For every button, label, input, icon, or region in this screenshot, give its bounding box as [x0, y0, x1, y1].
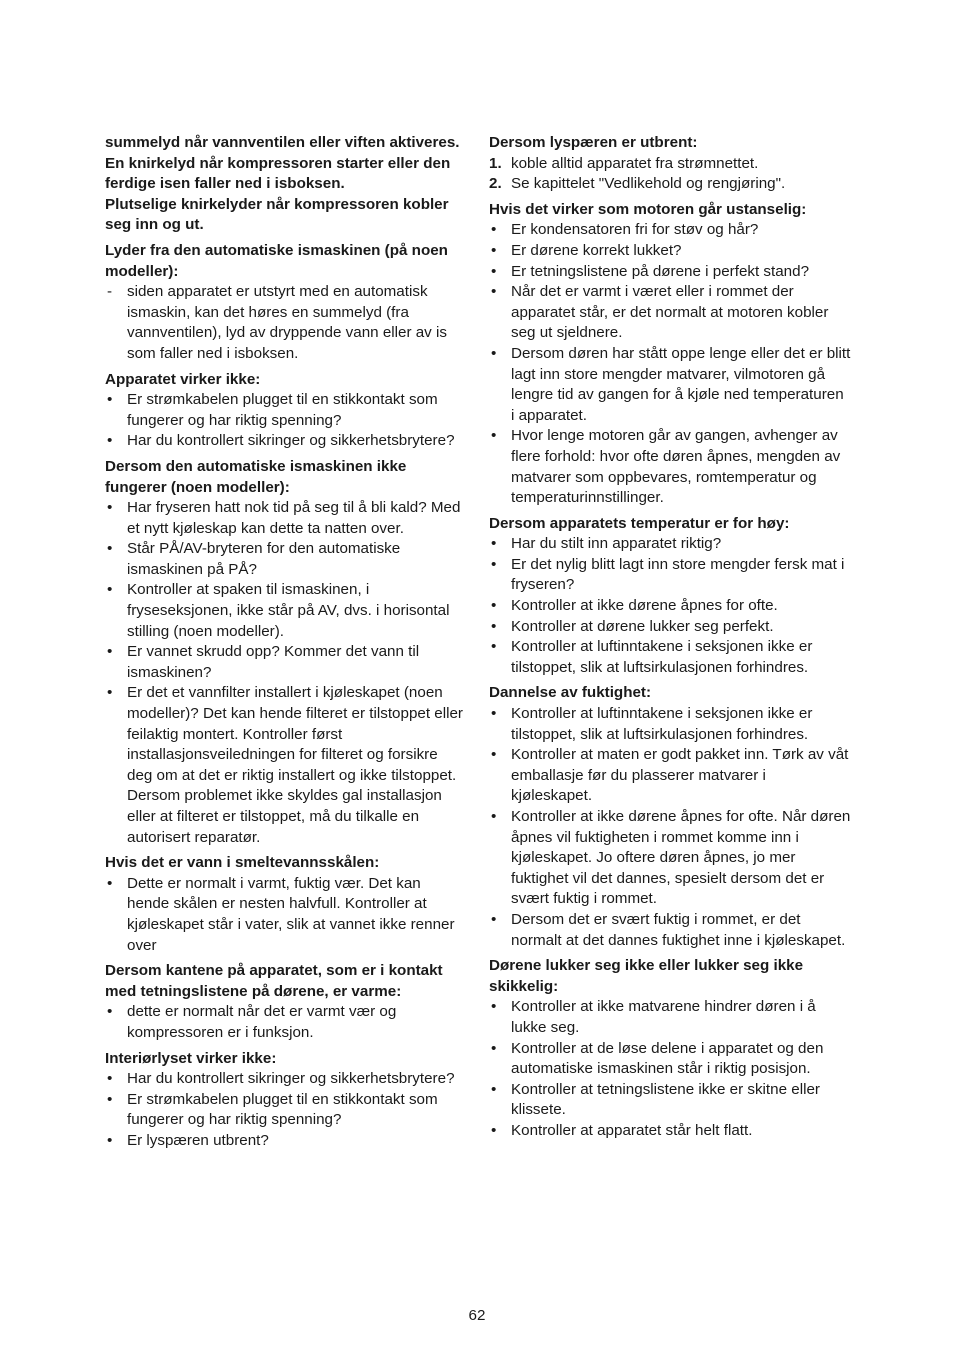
section	[489, 514, 851, 679]
bullet-marker: •	[107, 540, 113, 558]
bullet-marker: •	[491, 910, 497, 928]
list-item-text: Kontroller at tetningslistene ikke er skitne eller klissete.	[511, 1080, 820, 1119]
list-item	[489, 282, 851, 344]
section-heading: Dersom kantene på apparatet, som er i kontakt med tetningslistene på dørene, er varme:	[105, 962, 443, 1000]
bullet-list	[489, 534, 851, 678]
list-item-text: Kontroller at apparatet står helt flatt.	[511, 1121, 753, 1139]
numbered-list	[489, 154, 851, 195]
section	[105, 853, 467, 956]
bullet-list	[105, 390, 467, 452]
bullet-marker: •	[491, 808, 497, 825]
list-item-text: koble alltid apparatet fra strømnettet.	[511, 154, 759, 172]
list-item	[489, 596, 851, 617]
left-sections	[105, 241, 467, 1152]
list-item	[489, 704, 851, 745]
list-item	[489, 997, 851, 1038]
list-item	[489, 262, 851, 283]
list-item-text: siden apparatet er utstyrt med en automatisk ismaskin, kan det høres en summelyd (fra vannventilen), lyd av dryppende vann eller av is som faller ned i isboksen.	[127, 283, 447, 362]
bullet-marker: •	[491, 262, 497, 280]
list-item-text: Kontroller at luftinntakene i seksjonen ikke er tilstoppet, slik at luftsirkulasjonen forhindres.	[511, 705, 813, 743]
bullet-list	[105, 874, 467, 956]
list-item	[105, 1002, 467, 1043]
list-item-text: Er det et vannfilter installert i kjøleskapet (noen modeller)? Det kan hende filteret er tilstoppet eller feilaktig montert. Kontroller først installasjonsveiledningen for filteret og forsikre deg om at det er riktig installert og ikke tilstoppet. Dersom problemet ikke skyldes gal installasjon eller at filteret er tilstoppet, må du tilkalle en autorisert reparatør.	[127, 684, 463, 846]
bullet-list	[105, 1069, 467, 1151]
bullet-marker: •	[491, 344, 497, 362]
bullet-marker: •	[491, 638, 497, 656]
list-item	[105, 1131, 467, 1152]
bullet-marker: •	[107, 1003, 113, 1021]
list-item	[489, 174, 851, 195]
left-column	[105, 133, 467, 1157]
list-item	[489, 1039, 851, 1080]
bullet-marker: •	[491, 998, 497, 1016]
right-sections	[489, 200, 851, 1142]
list-item-text: Når det er varmt i været eller i rommet der apparatet står, er det normalt at motoren kobler seg ut sjeldnere.	[511, 283, 829, 342]
list-item	[105, 282, 467, 364]
list-item-text: Er det nylig blitt lagt inn store mengder fersk mat i fryseren?	[511, 555, 845, 594]
list-item	[489, 426, 851, 508]
list-item-text: Er strømkabelen plugget til en stikkontakt som fungerer og har riktig spenning?	[127, 391, 438, 429]
bullet-marker: •	[491, 1121, 497, 1139]
intro-paragraph: Plutselige knirkelyder når kompressoren kobler seg inn og ut.	[105, 195, 449, 234]
list-item	[105, 431, 467, 452]
section	[489, 683, 851, 951]
bullet-marker: •	[107, 581, 113, 599]
list-item-text: Står PÅ/AV-bryteren for den automatiske ismaskinen på PÅ?	[127, 540, 401, 578]
bullet-marker: •	[491, 283, 497, 301]
bullet-marker: •	[491, 1080, 497, 1098]
list-item-text: Er strømkabelen plugget til en stikkontakt som fungerer og har riktig spenning?	[127, 1090, 438, 1129]
list-item-text: Kontroller at dørene lukker seg perfekt.	[511, 617, 774, 635]
bullet-marker: •	[107, 432, 113, 450]
intro-block	[105, 133, 467, 236]
list-item	[489, 220, 851, 241]
list-item-text: Har fryseren hatt nok tid på seg til å bli kald? Med et nytt kjøleskap kan dette ta natten over.	[127, 499, 461, 537]
list-item	[105, 874, 467, 956]
bullet-marker: •	[107, 684, 113, 702]
list-item	[489, 910, 851, 951]
bullet-marker: •	[491, 241, 497, 259]
list-item	[105, 1069, 467, 1090]
right-column	[489, 133, 851, 1147]
bullet-list	[105, 1002, 467, 1043]
dash-marker: -	[107, 283, 113, 301]
bullet-marker: •	[107, 1131, 113, 1149]
list-item	[105, 498, 467, 539]
section-heading: Dannelse av fuktighet:	[489, 684, 652, 702]
list-item-text: Dersom døren har stått oppe lenge eller det er blitt lagt inn store mengder matvarer, vilmotoren gå lengre tid av gangen for å kjøle ned temperaturen i apparatet.	[511, 344, 851, 424]
list-item	[105, 642, 467, 683]
bullet-marker: •	[491, 427, 497, 445]
section-heading: Interiørlyset virker ikke:	[105, 1049, 277, 1067]
bullet-marker: •	[491, 555, 497, 573]
list-number: 2.	[489, 175, 502, 193]
intro-paragraph: summelyd når vannventilen eller viften aktiveres.	[105, 134, 460, 151]
list-item-text: Kontroller at maten er godt pakket inn. Tørk av våt emballasje før du plasserer matvarer i kjøleskapet.	[511, 746, 849, 805]
bullet-marker: •	[491, 1039, 497, 1057]
intro-paragraph: En knirkelyd når kompressoren starter eller den ferdige isen faller ned i isboksen.	[105, 154, 451, 193]
list-item-text: Har du stilt inn apparatet riktig?	[511, 535, 722, 553]
section	[489, 956, 851, 1141]
list-item	[105, 539, 467, 580]
bullet-marker: •	[107, 874, 113, 892]
section	[489, 200, 851, 509]
list-item	[489, 241, 851, 262]
page-number: 62	[468, 1307, 486, 1324]
section	[105, 1049, 467, 1152]
list-item-text: Dette er normalt i varmt, fuktig vær. Det kan hende skålen er nesten halvfull. Kontroller at kjøleskapet står i vater, slik at vannet ikke renner over	[127, 874, 455, 954]
list-item	[105, 683, 467, 848]
section-heading: Dersom lyspæren er utbrent:	[489, 134, 698, 151]
section-heading: Dørene lukker seg ikke eller lukker seg ikke skikkelig:	[489, 957, 804, 995]
bullet-marker: •	[491, 705, 497, 723]
list-item-text: Har du kontrollert sikringer og sikkerhetsbrytere?	[127, 432, 455, 450]
list-item	[489, 555, 851, 596]
list-item-text: Er vannet skrudd opp? Kommer det vann til ismaskinen?	[127, 643, 420, 681]
list-item	[105, 580, 467, 642]
list-item	[489, 637, 851, 678]
list-item-text: Kontroller at ikke matvarene hindrer døren i å lukke seg.	[511, 998, 816, 1036]
section-heading: Lyder fra den automatiske ismaskinen (på noen modeller):	[105, 241, 448, 280]
list-item-text: Er kondensatoren fri for støv og hår?	[511, 221, 759, 239]
bullet-list	[105, 282, 467, 364]
list-item-text: Kontroller at luftinntakene i seksjonen ikke er tilstoppet, slik at luftsirkulasjonen forhindres.	[511, 638, 813, 676]
bullet-list	[489, 704, 851, 951]
bullet-list	[105, 498, 467, 848]
section-heading: Hvis det virker som motoren går ustanselig:	[489, 200, 807, 218]
list-item-text: Kontroller at de løse delene i apparatet og den automatiske ismaskinen står i riktig posisjon.	[511, 1039, 824, 1078]
list-item-text: Er dørene korrekt lukket?	[511, 241, 682, 259]
bullet-list	[489, 220, 851, 508]
list-item-text: Er lyspæren utbrent?	[127, 1131, 269, 1149]
bullet-marker: •	[107, 499, 113, 517]
section-bulb	[489, 133, 851, 195]
list-item	[105, 390, 467, 431]
bullet-marker: •	[107, 1070, 113, 1088]
bullet-marker: •	[107, 643, 113, 661]
section-heading: Dersom den automatiske ismaskinen ikke fungerer (noen modeller):	[105, 457, 407, 496]
section	[105, 961, 467, 1043]
list-item-text: Kontroller at ikke dørene åpnes for ofte.	[511, 597, 778, 615]
bullet-marker: •	[491, 746, 497, 764]
list-item-text: Se kapittelet "Vedlikehold og rengjøring".	[511, 175, 786, 193]
list-number: 1.	[489, 154, 502, 172]
list-item-text: Har du kontrollert sikringer og sikkerhetsbrytere?	[127, 1070, 455, 1088]
list-item-text: Dersom det er svært fuktig i rommet, er det normalt at det dannes fuktighet inne i kjøleskapet.	[511, 910, 846, 949]
list-item	[489, 344, 851, 426]
list-item	[489, 745, 851, 807]
list-item-text: dette er normalt når det er varmt vær og kompressoren er i funksjon.	[127, 1003, 397, 1041]
section-heading: Apparatet virker ikke:	[105, 370, 261, 388]
list-item-text: Kontroller at ikke dørene åpnes for ofte. Når døren åpnes vil fuktigheten i rommet komme inn i kjøleskapet. Jo oftere døren åpnes, jo mer fuktighet vil det dannes, spesielt dersom det er svært fuktig i rommet.	[511, 808, 851, 908]
section	[105, 370, 467, 452]
list-item	[489, 154, 851, 175]
section-heading: Hvis det er vann i smeltevannsskålen:	[105, 854, 380, 872]
section	[105, 457, 467, 848]
bullet-marker: •	[491, 221, 497, 239]
bullet-marker: •	[491, 597, 497, 615]
list-item	[489, 534, 851, 555]
list-item	[489, 807, 851, 910]
list-item	[489, 1121, 851, 1142]
list-item	[105, 1090, 467, 1131]
section	[105, 241, 467, 365]
list-item-text: Hvor lenge motoren går av gangen, avhenger av flere forhold: hvor ofte døren åpnes, mengden av matvarer som oppbevares, romtemperatur og temperaturinnstillinger.	[511, 427, 841, 507]
list-item-text: Er tetningslistene på dørene i perfekt stand?	[511, 262, 810, 280]
list-item-text: Kontroller at spaken til ismaskinen, i fryseseksjonen, ikke står på AV, dvs. i horisontal stilling (noen modeller).	[127, 581, 450, 640]
bullet-list	[489, 997, 851, 1141]
bullet-marker: •	[107, 1090, 113, 1108]
bullet-marker: •	[107, 391, 113, 409]
bullet-marker: •	[491, 535, 497, 553]
list-item	[489, 617, 851, 638]
section-heading: Dersom apparatets temperatur er for høy:	[489, 514, 790, 532]
list-item	[489, 1080, 851, 1121]
bullet-marker: •	[491, 617, 497, 635]
